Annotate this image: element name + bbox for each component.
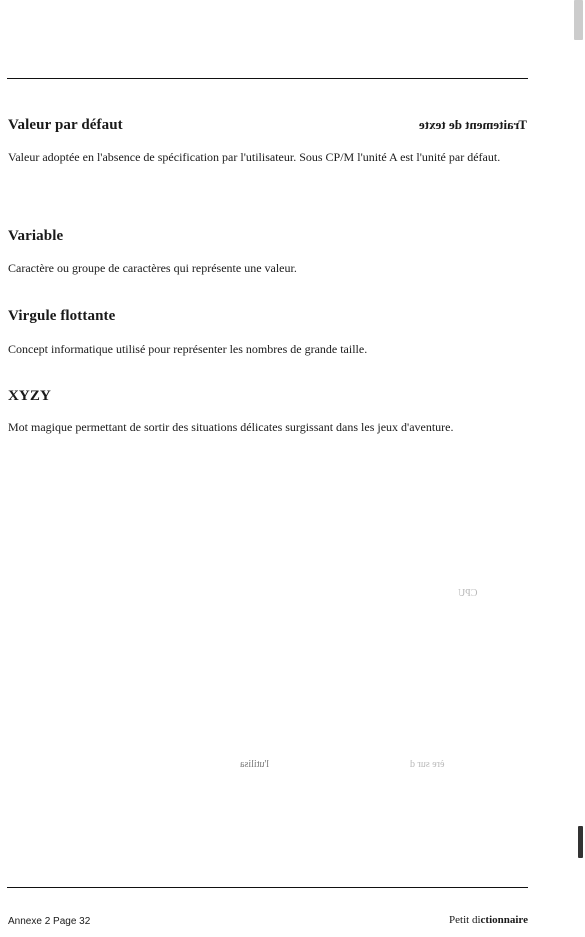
top-rule: [7, 78, 528, 79]
entry-term-valeur-par-defaut: Valeur par défaut: [8, 117, 123, 133]
entry-definition-valeur-par-defaut: Valeur adoptée en l'absence de spécification par l'utilisateur. Sous CP/M l'unité A est l'unité par défaut.: [8, 150, 501, 164]
footer-page-label: Annexe 2 Page 32: [8, 916, 91, 927]
entry-term-virgule-flottante: Virgule flottante: [8, 308, 116, 324]
entry-term-variable: Variable: [8, 228, 64, 244]
scan-artifact-corner: [574, 0, 583, 40]
entry-definition-xyzy: Mot magique permettant de sortir des situations délicates surgissant dans les jeux d'aventure.: [8, 420, 454, 434]
bleed-fragment-sur: ère sur d: [410, 759, 445, 770]
scan-artifact-edge: [578, 826, 583, 858]
footer-title-bold: ctionnaire: [480, 914, 528, 926]
bleed-fragment-cpu: CPU: [458, 588, 478, 599]
bleed-fragment-utilisa: l'utilisa: [240, 759, 270, 770]
bottom-rule: [7, 887, 528, 888]
entry-definition-virgule-flottante: Concept informatique utilisé pour représenter les nombres de grande taille.: [8, 342, 368, 356]
entry-definition-variable: Caractère ou groupe de caractères qui représente une valeur.: [8, 261, 297, 275]
footer-book-title: [449, 914, 528, 926]
bleed-through-heading: Traitement de texte: [418, 117, 527, 132]
footer-title-prefix: Petit di: [449, 914, 481, 926]
entry-term-xyzy: XYZY: [8, 388, 51, 404]
